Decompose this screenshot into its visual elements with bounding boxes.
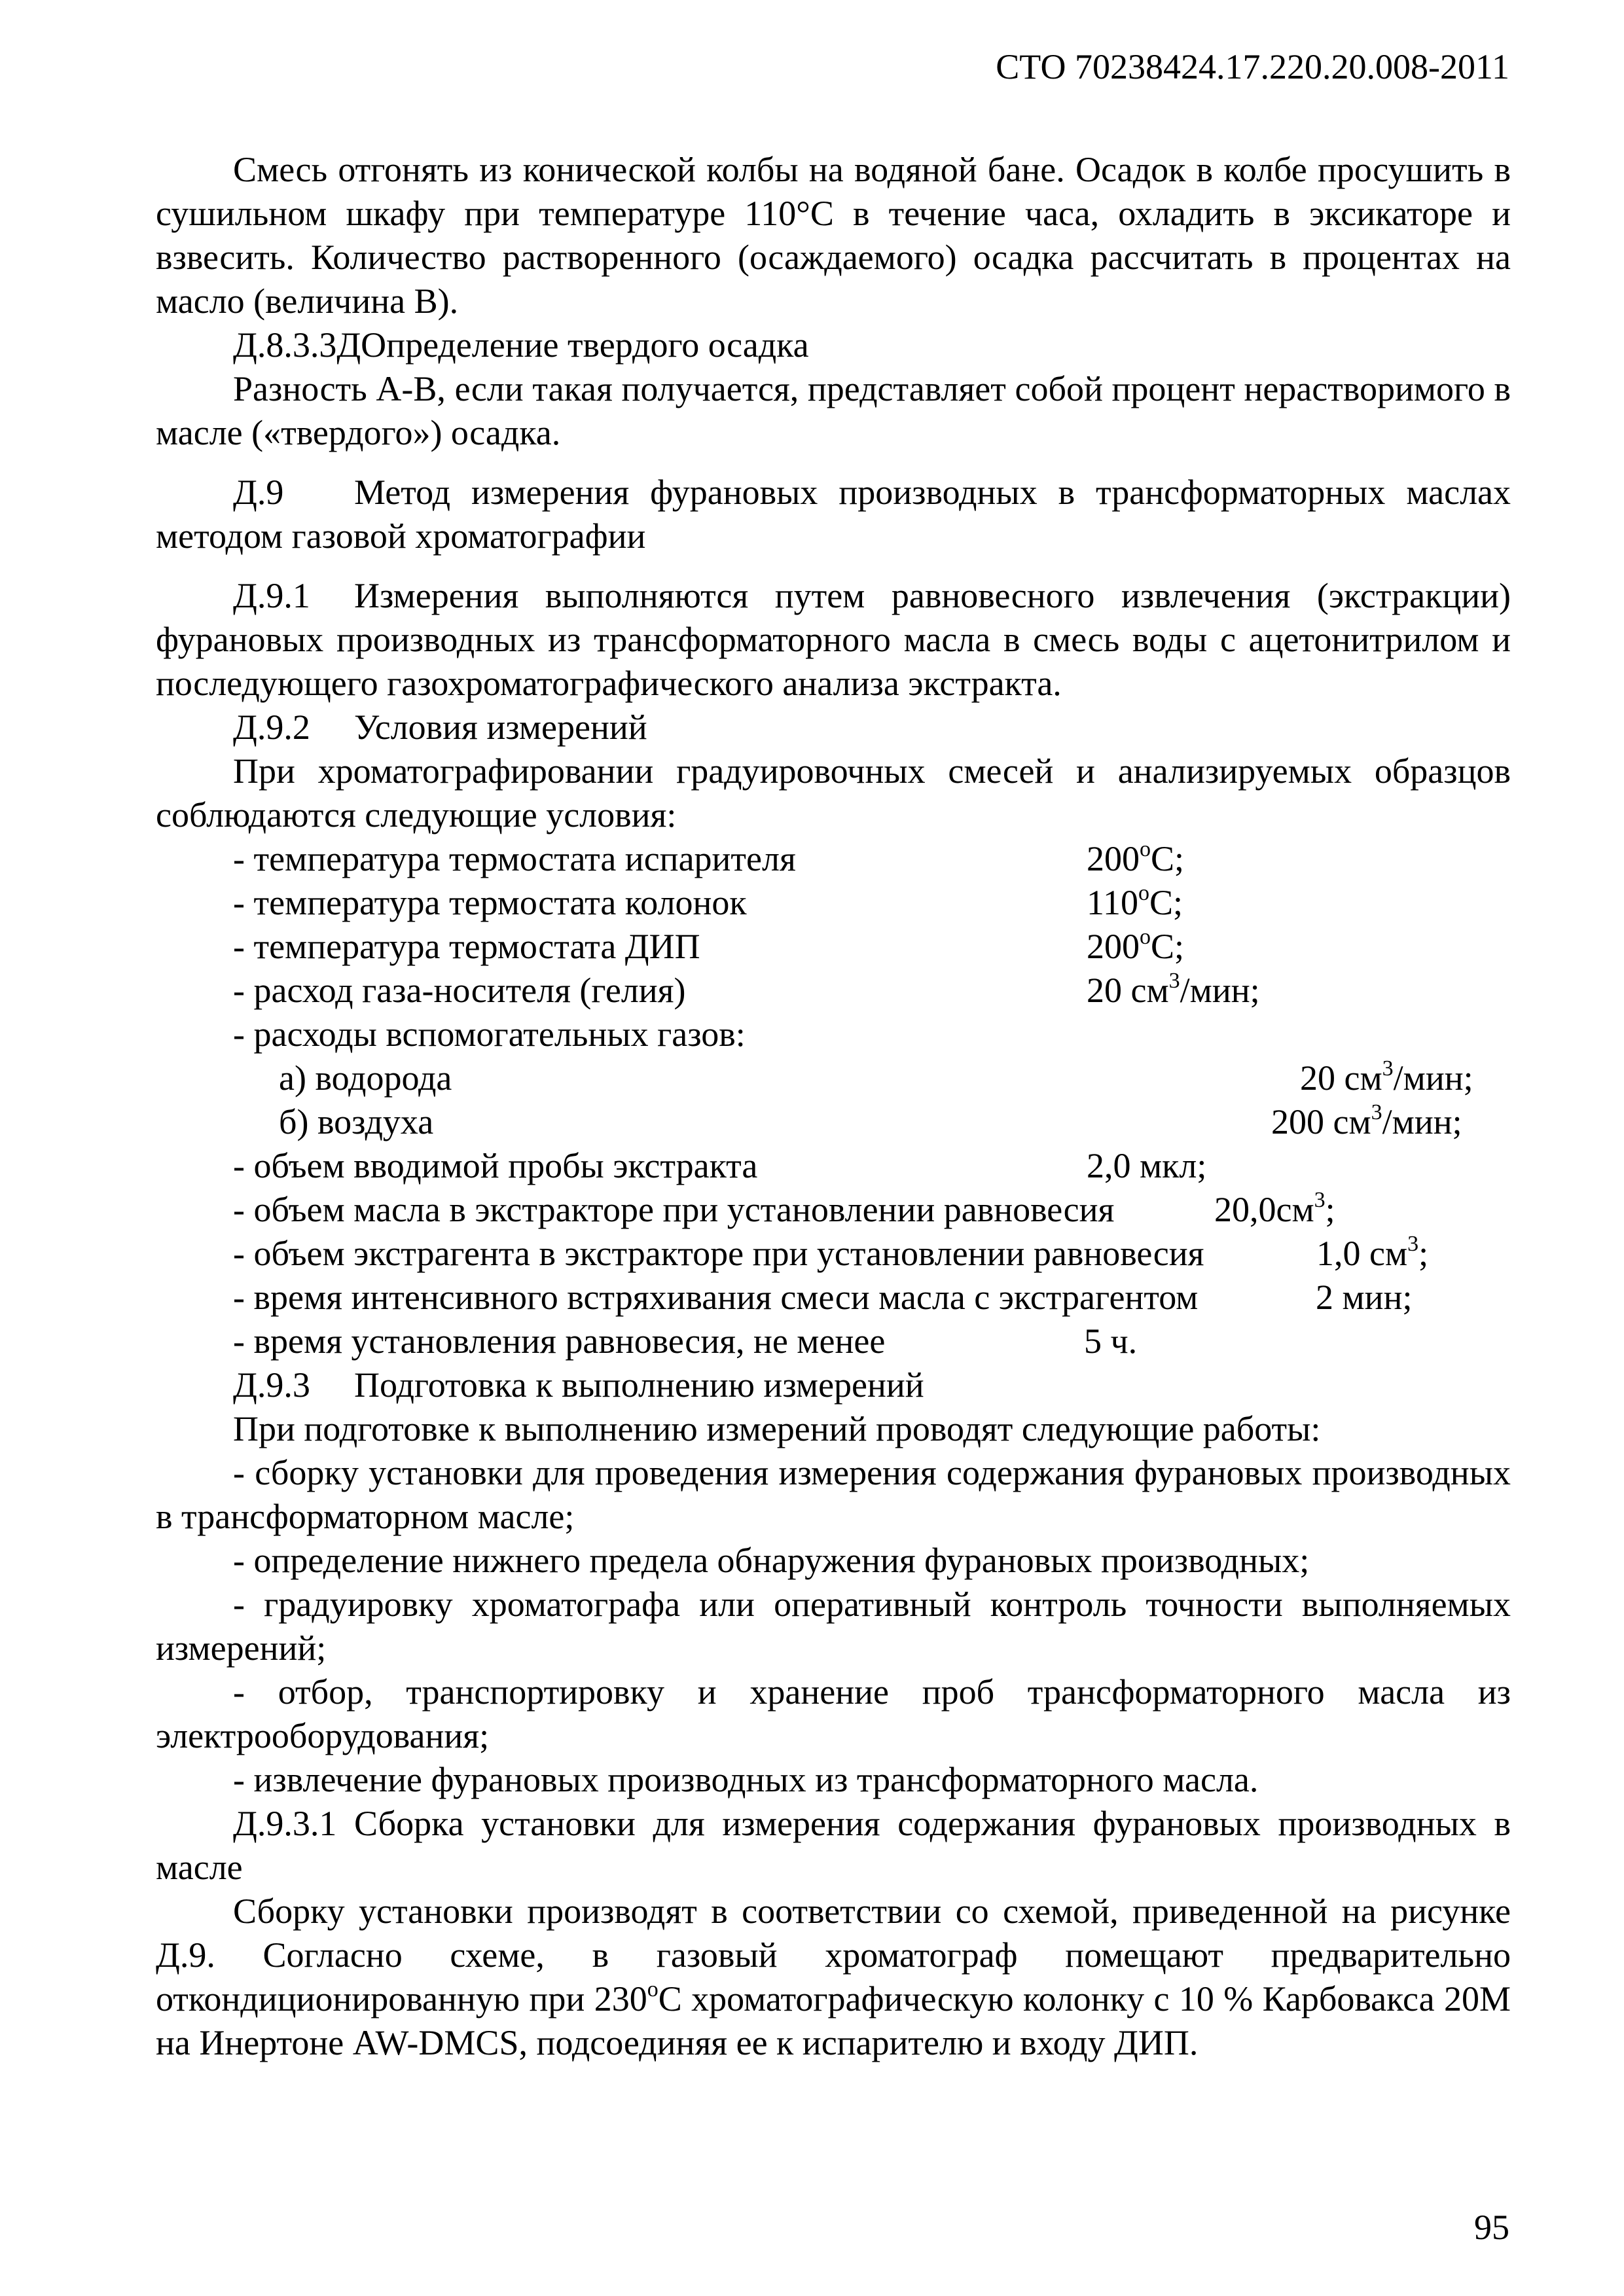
section-number: Д.9.3 [233, 1365, 310, 1405]
list-item: - градуировку хроматографа или оперативный контроль точности выполняемых измерений; [156, 1585, 1511, 1668]
condition-label: - температура термостата ДИП [233, 927, 700, 966]
condition-row [156, 881, 1511, 925]
condition-label: - расходы вспомогательных газов: [233, 1014, 746, 1054]
works-list [156, 1451, 1511, 1802]
section-text: Измерения выполняются путем равновесного извлечения (экстракции) фурановых производных из трансформаторного масла в смесь воды с ацетонитрилом и последующего газохроматографического анализа экстракта. [156, 576, 1511, 703]
list-item: - извлечение фурановых производных из трансформаторного масла. [233, 1760, 1259, 1799]
condition-row [156, 925, 1511, 969]
condition-label: - объем экстрагента в экстракторе при установлении равновесия [233, 1234, 1204, 1273]
condition-value: 200 $см^3$/мин; [1271, 1100, 1462, 1141]
list-item: - сборку установки для проведения измерения содержания фурановых производных в трансформаторном масле; [156, 1453, 1511, 1536]
section-d91 [156, 574, 1511, 706]
condition-row [156, 1319, 1511, 1363]
condition-label: - время интенсивного встряхивания смеси масла с экстрагентом [233, 1278, 1199, 1317]
condition-value: 1,0 $см^3$; [1316, 1232, 1429, 1273]
section-heading-d931 [156, 1802, 1511, 1890]
condition-label: - время установления равновесия, не менее [233, 1321, 886, 1361]
paragraph: Сборку установки производят в соответствии со схемой, приведенной на рисунке Д.9. Согласно схеме, в газовый хроматограф помещают предварительно откондиционированную при 230$^o$С хроматографическую колонку с 10 % Карбовакса 20М на Инертоне AW-DMCS, подсоединяя ее к испарителю и входу ДИП. [156, 1892, 1511, 2062]
section-heading-d9 [156, 471, 1511, 558]
section-title: Условия измерений [354, 708, 647, 747]
condition-row [156, 1188, 1511, 1232]
condition-row [156, 1013, 1511, 1056]
condition-label: - объем вводимой пробы экстракта [233, 1146, 758, 1185]
paragraph: При хроматографировании градуировочных смесей и анализируемых образцов соблюдаются следующие условия: [156, 751, 1511, 834]
condition-row [156, 1232, 1511, 1276]
condition-value: 2,0 мкл; [1087, 1146, 1207, 1185]
condition-value: 200$^o$С; [1087, 837, 1185, 878]
section-title: ДОпределение твердого осадка [336, 325, 809, 365]
condition-value: 110$^o$С; [1087, 881, 1183, 922]
condition-subrow [156, 1056, 1511, 1100]
condition-label: б) воздуха [279, 1102, 434, 1141]
section-heading-d92 [156, 706, 1511, 749]
section-title: Подготовка к выполнению измерений [354, 1365, 924, 1405]
section-number: Д.9.1 [233, 576, 310, 615]
section-number: Д.8.3.3 [233, 325, 337, 365]
conditions-list [156, 837, 1511, 1363]
condition-row [156, 837, 1511, 881]
section-heading-d93 [156, 1363, 1511, 1407]
document-code-header: СТО 70238424.17.220.20.008-2011 [996, 47, 1509, 86]
section-number: Д.9.2 [233, 708, 310, 747]
section-heading-d833 [156, 323, 1511, 367]
condition-value: 20 $см^3$/мин; [1300, 1056, 1473, 1098]
section-title: Метод измерения фурановых производных в трансформаторных маслах методом газовой хроматографии [156, 473, 1511, 556]
section-number: Д.9 [233, 473, 284, 512]
list-item: - отбор, транспортировку и хранение проб трансформаторного масла из электрооборудования; [156, 1672, 1511, 1755]
condition-label: - температура термостата колонок [233, 883, 747, 922]
list-item: - определение нижнего предела обнаружения фурановых производных; [233, 1541, 1310, 1580]
condition-row [156, 1276, 1511, 1319]
condition-label: - объем масла в экстракторе при установлении равновесия [233, 1190, 1115, 1229]
page-number: 95 [1474, 2208, 1509, 2247]
document-body [156, 148, 1511, 2065]
paragraph: Смесь отгонять из конической колбы на водяной бане. Осадок в колбе просушить в сушильном шкафу при температуре 110°С в течение часа, охладить в эксикаторе и взвесить. Количество растворенного (осаждаемого) осадка рассчитать в процентах на масло (величина В). [156, 150, 1511, 321]
condition-label: - температура термостата испарителя [233, 839, 796, 878]
section-title: Сборка установки для измерения содержания фурановых производных в масле [156, 1804, 1511, 1887]
condition-value: 20 $см^3$/мин; [1087, 969, 1260, 1010]
section-number: Д.9.3.1 [233, 1804, 337, 1843]
condition-row [156, 1144, 1511, 1188]
paragraph: При подготовке к выполнению измерений проводят следующие работы: [233, 1409, 1321, 1448]
condition-value: 2 мин; [1316, 1278, 1413, 1317]
condition-subrow [156, 1100, 1511, 1144]
condition-label: - расход газа-носителя (гелия) [233, 971, 686, 1010]
condition-value: 200$^o$С; [1087, 925, 1185, 966]
condition-label: а) водорода [279, 1058, 452, 1098]
condition-value: 5 ч. [1084, 1321, 1138, 1361]
paragraph: Разность А-В, если такая получается, представляет собой процент нерастворимого в масле («твердого») осадка. [156, 369, 1511, 452]
condition-value: $20,0см^3$; [1214, 1188, 1335, 1229]
condition-row [156, 969, 1511, 1013]
